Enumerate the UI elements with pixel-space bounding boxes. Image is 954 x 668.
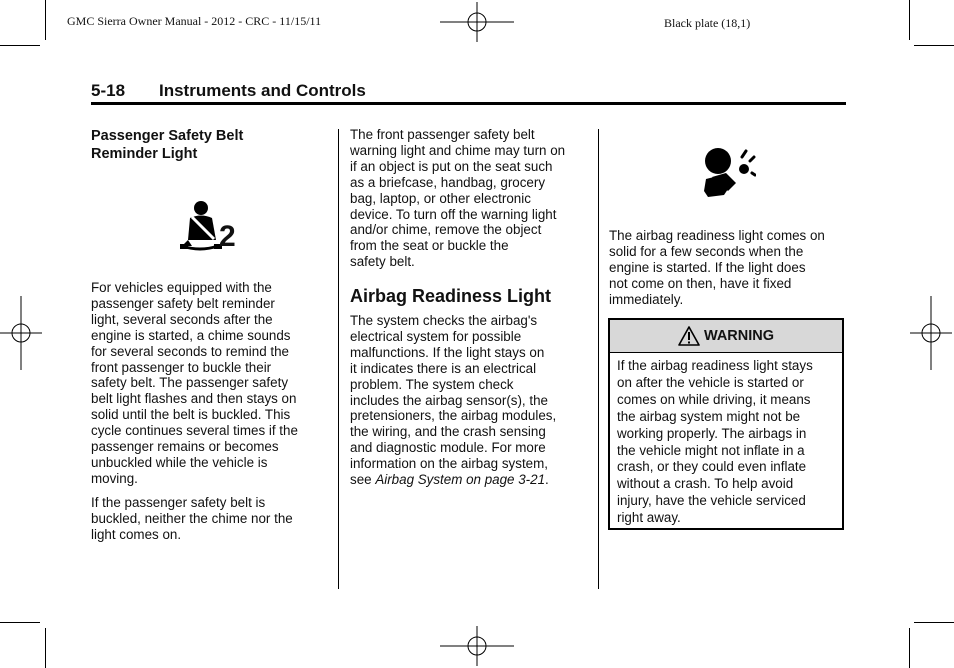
registration-mark-bottom — [440, 626, 514, 666]
warning-header — [610, 320, 842, 353]
registration-mark-top — [440, 2, 514, 42]
subheading-passenger-seatbelt: Passenger Safety Belt Reminder Light — [91, 128, 244, 162]
column1-text — [91, 280, 326, 551]
section-heading-airbag: Airbag Readiness Light — [350, 286, 552, 306]
paragraph: The system checks the airbag's electrical system for possible malfunctions. If the light stays on it indicates there is an electrical problem. The system check includes the airbag sensor(s), the pretensioners, the airbag modules, the wiring, and the crash sensing and diagnostic module. For more information on the airbag system, see Airbag System on page 3-21. — [350, 313, 557, 488]
plate-info-left: GMC Sierra Owner Manual - 2012 - CRC - 11/15/11 — [67, 14, 322, 28]
plate-info-right: Black plate (18,1) — [664, 16, 751, 30]
paragraph: For vehicles equipped with the passenger safety belt reminder light, several seconds after the engine is started, a chime sounds for several seconds to remind the front passenger to buckle their safety belt. The passenger safety belt light flashes and then stays on solid until the belt is buckled. This cycle continues several times if the passenger remains or becomes unbuckled while the vehicle is moving. — [91, 280, 298, 486]
cross-reference-link[interactable]: Airbag System on page 3-21 — [375, 472, 546, 488]
warning-text: If the airbag readiness light stays on after the vehicle is started or comes on while driving, it means the airbag system might not be working properly. The airbags in the vehicle might not inflate in a crash, or they could even inflate without a crash. To help avoid injury, have the vehicle serviced right away. — [617, 358, 813, 526]
paragraph: The airbag readiness light comes on solid for a few seconds when the engine is started. If the light does not come on then, have it fixed immediately. — [609, 228, 825, 307]
page-header — [91, 80, 846, 105]
airbag-readiness-icon — [700, 147, 756, 203]
paragraph: The front passenger safety belt warning light and chime may turn on if an object is put on the seat such as a briefcase, handbag, grocery bag, laptop, or other electronic device. To turn off the warning light and/or chime, remove the object from the seat or buckle the safety belt. — [350, 127, 566, 270]
warning-box — [608, 318, 844, 530]
column-divider — [338, 129, 339, 589]
warning-label: WARNING — [703, 328, 775, 344]
warning-triangle-icon — [678, 326, 700, 346]
paragraph: If the passenger safety belt is buckled, neither the chime nor the light comes on. — [91, 494, 293, 542]
section-title: Instruments and Controls — [159, 81, 366, 100]
seatbelt-icon-number: 2 — [219, 220, 236, 253]
column3-text — [609, 228, 849, 316]
column-divider — [598, 129, 599, 589]
registration-mark-right — [910, 296, 952, 370]
registration-mark-left — [0, 296, 42, 370]
page-number: 5-18 — [91, 81, 126, 100]
column2-text-top — [350, 127, 590, 278]
column2-text-bottom — [350, 313, 590, 496]
